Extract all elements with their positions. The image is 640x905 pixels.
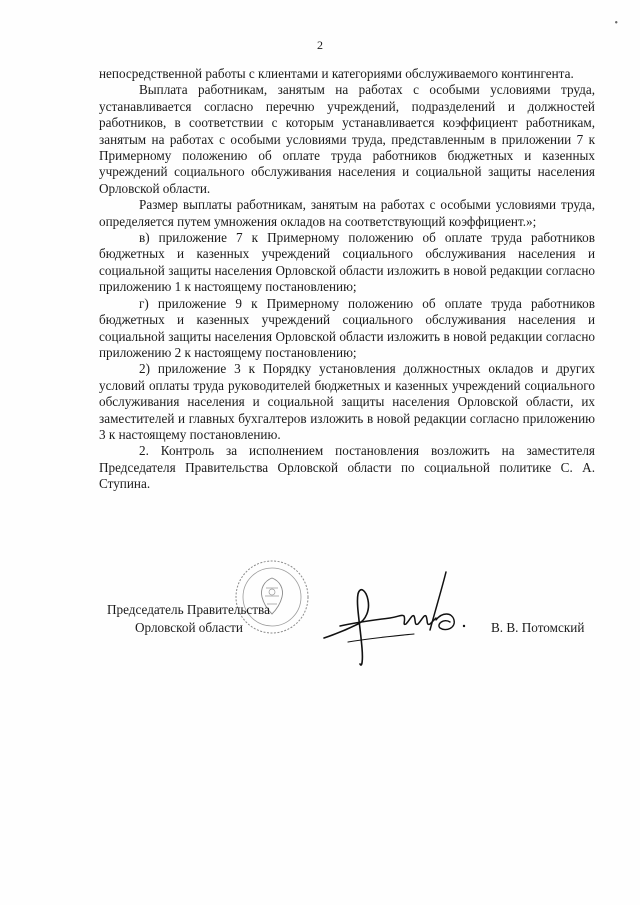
paragraph-2: Выплата работникам, занятым на работах с особыми условиями труда, устанавливается согласно перечню учреждений, подразделений и должностей работников, в соответствии с которым устанавливается коэффициент работникам, занятым на работах с особыми условиями труда, представленным в приложении 7 к Примерному положению об оплате труда работников бюджетных и казенных учреждений социального обслуживания населения и социальной защиты населения Орловской области.	[99, 82, 595, 196]
official-seal-icon	[233, 558, 311, 636]
paragraph-3: Размер выплаты работникам, занятым на работах с особыми условиями труда, определяется путем умножения окладов на соответствующий коэффициент.»;	[99, 197, 595, 229]
signatory-name: В. В. Потомский	[491, 620, 585, 635]
paragraph-1: непосредственной работы с клиентами и категориями обслуживаемого контингента.	[99, 66, 574, 81]
signatory-title-line1: Председатель Правительства	[107, 602, 270, 617]
signatory-title-line2: Орловской области	[135, 620, 243, 635]
paragraph-4: в) приложение 7 к Примерному положению об оплате труда работников бюджетных и казенных учреждений социального обслуживания населения и социальной защиты населения Орловской области изложить в новой редакции согласно приложению 1 к настоящему постановлению;	[99, 230, 595, 295]
paragraph-5: г) приложение 9 к Примерному положению об оплате труда работников бюджетных и казенных учреждений социального обслуживания населения и социальной защиты населения Орловской области изложить в новой редакции согласно приложению 2 к настоящему постановлению;	[99, 295, 595, 360]
corner-mark: •	[614, 18, 618, 29]
paragraph-6: 2) приложение 3 к Порядку установления должностных окладов и других условий оплаты труда руководителей бюджетных и казенных учреждений социального обслуживания населения и социальной защиты населения Орловской области, их заместителей и главных бухгалтеров изложить в новой редакции согласно приложению 3 к настоящему постановлению.	[99, 361, 595, 442]
paragraph-7: 2. Контроль за исполнением постановления возложить на заместителя Председателя Правительства Орловской области по социальной политике С. А. Ступина.	[99, 443, 595, 492]
handwritten-signature-icon	[318, 568, 468, 670]
page-number: 2	[317, 38, 323, 52]
